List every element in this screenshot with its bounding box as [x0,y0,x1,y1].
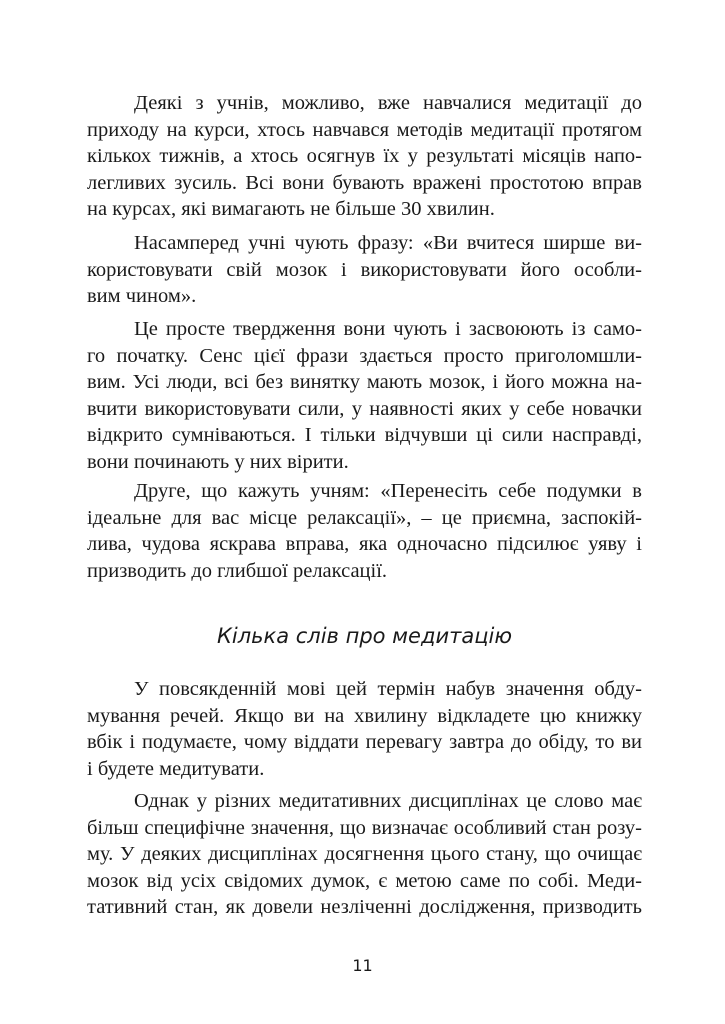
text-line: Друге, що кажуть учням: «Перенесіть себе подумки в [134,480,642,502]
paragraph-first-phrase [87,230,642,310]
text-line: вони починають у них вірити. [87,450,349,473]
text-line: кількох тижнів, а хтось осягнув їх у результаті місяців напо- [87,145,642,168]
paragraph-simple-statement [87,316,642,476]
text-line: призводить до глибшої релаксації. [87,559,388,582]
text-line: вим чином». [87,285,197,308]
text-line: Це просте твердження вони чують і засвоюють із само- [134,318,642,340]
paragraph-second-instruction [87,478,642,584]
text-line: Деякі з учнів, можливо, вже навчалися медитації до [134,92,642,114]
text-line: ідеальне для вас місце релаксації», – це приємна, заспокій- [87,506,642,529]
paragraph-everyday-meaning [87,676,642,782]
text-line: го початку. Сенс цієї фрази здається просто приголомшли- [87,344,642,367]
text-line: відкрито сумніваються. І тільки відчувши ці сили насправді, [87,424,642,447]
text-line: більш специфічне значення, що визначає особливий стан розу- [87,816,642,839]
text-line: на курсах, які вимагають не більше 30 хвилин. [87,198,495,221]
text-line: вчити використовувати сили, у наявності яких у себе новачки [87,397,642,420]
text-line: вбік і подумаєте, чому віддати перевагу завтра до обіду, то ви [87,731,642,754]
text-line: У повсякденній мові цей термін набув значення обду- [134,678,642,700]
text-line: тативний стан, як довели незліченні дослідження, призводить [87,896,642,919]
section-heading: Кілька слів про медитацію [216,624,513,648]
text-line: мозок від усіх свідомих думок, є метою саме по собі. Меди- [87,869,642,892]
text-line: легливих зусиль. Всі вони бувають вражені простотою вправ [87,171,642,194]
page-number: 11 [352,956,373,975]
text-line: му. У деяких дисциплінах досягнення цього стану, що очищає [87,843,642,866]
text-line: приходу на курси, хтось навчався методів медитації протягом [87,118,642,141]
paragraph-specific-meaning [87,788,642,921]
text-line: Однак у різних медитативних дисциплінах це слово має [134,790,642,812]
text-line: і будете медитувати. [87,757,265,780]
text-line: користовувати свій мозок і використовувати його особли- [87,258,642,281]
text-line: мування речей. Якщо ви на хвилину відкладете цю книжку [87,704,642,727]
text-line: лива, чудова яскрава вправа, яка одночасно підсилює уяву і [87,533,642,556]
text-line: вим. Усі люди, всі без винятку мають мозок, і його можна на- [87,371,642,394]
paragraph-students-experience [87,90,642,223]
text-line: Насамперед учні чують фразу: «Ви вчитеся ширше ви- [134,232,642,254]
